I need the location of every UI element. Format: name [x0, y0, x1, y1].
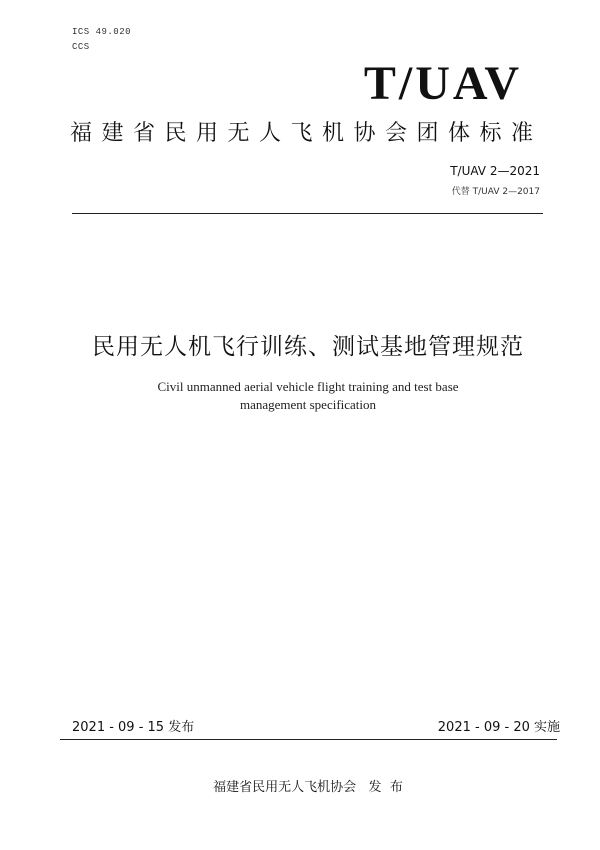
standard-number: T/UAV 2—2021 — [450, 164, 540, 178]
ccs-code: CCS — [72, 42, 90, 52]
ics-code: ICS 49.020 — [72, 27, 132, 37]
implement-date: 2021 - 09 - 20 实施 — [437, 720, 560, 735]
document-title-english-line1: Civil unmanned aerial vehicle flight training and test base — [157, 379, 459, 394]
publisher-line: 福建省民用无人飞机协会 发 布 — [213, 780, 403, 795]
replaces-standard: 代替 T/UAV 2—2017 — [451, 187, 540, 197]
document-title-chinese: 民用无人机飞行训练、测试基地管理规范 — [92, 334, 524, 360]
standard-logo: T/UAV — [363, 57, 522, 110]
publish-date: 2021 - 09 - 15 发布 — [72, 720, 195, 735]
footer-divider — [60, 739, 557, 740]
organization-title: 福建省民用无人飞机协会团体标准 — [70, 121, 543, 146]
document-title-english-line2: management specification — [239, 397, 377, 412]
header-divider — [72, 213, 543, 214]
